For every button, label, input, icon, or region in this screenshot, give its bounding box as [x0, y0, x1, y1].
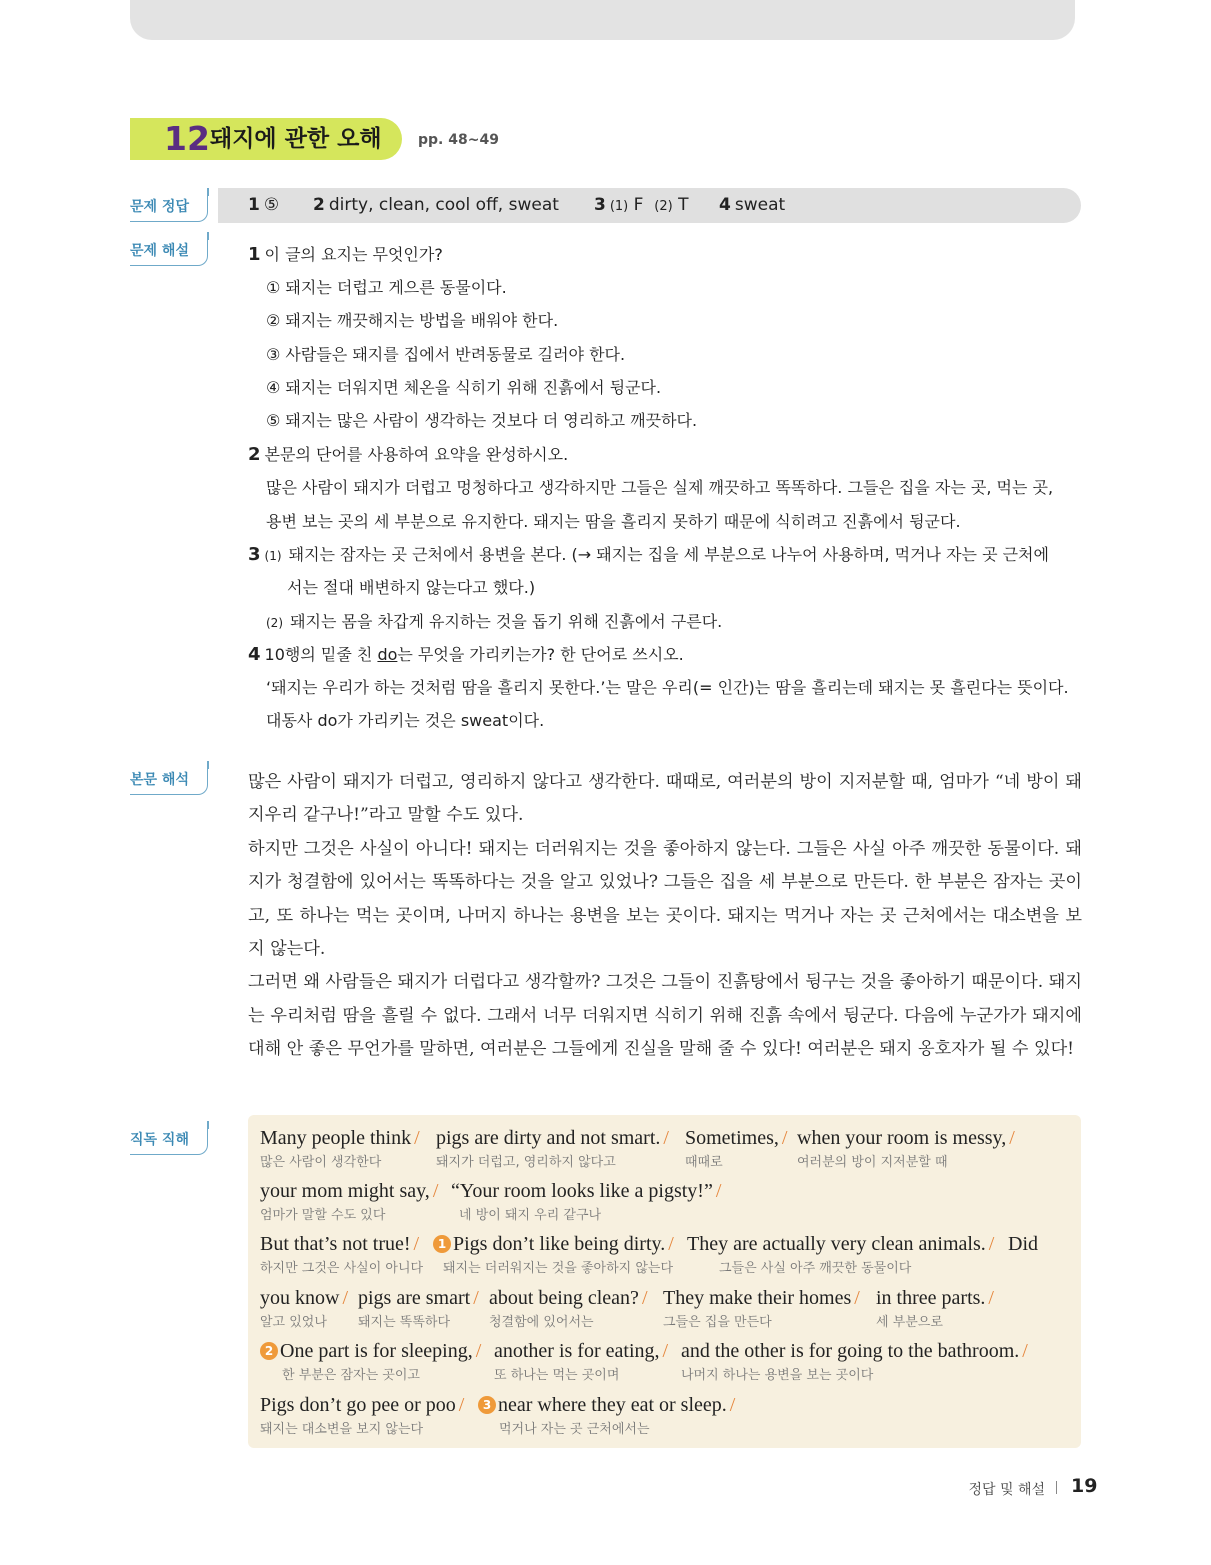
sentence-marker-2: 2 — [260, 1342, 278, 1360]
reading-gloss: 한 부분은 잠자는 곳이고 — [282, 1368, 420, 1383]
reading-phrase: Pigs don’t like being dirty. — [453, 1233, 666, 1255]
q1-option: ④ 돼지는 더워지면 체온을 식히기 위해 진흙에서 뒹군다. — [266, 378, 662, 397]
reading-gloss: 때때로 — [685, 1155, 723, 1170]
reading-gloss: 돼지가 더럽고, 영리하지 않다고 — [436, 1155, 616, 1170]
reading-gloss: 청결함에 있어서는 — [489, 1315, 594, 1330]
reading-gloss: 알고 있었나 — [260, 1315, 327, 1330]
q2-summary-line: 많은 사람이 돼지가 더럽고 멍청하다고 생각하지만 그들은 실제 깨끗하고 똑똑하다. 그들은 집을 자는 곳, 먹는 곳, — [266, 478, 1054, 497]
reading-phrase: “Your room looks like a pigsty!” — [451, 1180, 713, 1202]
answer-4: 4 sweat — [719, 195, 786, 215]
sentence-marker-1: 1 — [433, 1235, 451, 1253]
q1-question: 1 이 글의 요지는 무엇인가? — [248, 244, 443, 265]
q4-answer-line: 대동사 do가 가리키는 것은 sweat이다. — [266, 711, 545, 730]
sentence-marker-3: 3 — [478, 1396, 496, 1414]
answers-label: 문제 정답 — [130, 188, 208, 222]
reading-gloss: 돼지는 똑똑하다 — [358, 1315, 451, 1330]
q1-option: ③ 사람들은 돼지를 집에서 반려동물로 길러야 한다. — [266, 345, 626, 364]
q2-question: 2 본문의 단어를 사용하여 요약을 완성하시오. — [248, 444, 569, 465]
reading-phrase: in three parts. — [876, 1287, 986, 1309]
page-number: 19 — [1071, 1475, 1098, 1497]
q3-line-1: 3 (1) 돼지는 잠자는 곳 근처에서 용변을 본다. (→ 돼지는 집을 세 부분으로 나누어 사용하며, 먹거나 자는 곳 근처에 — [248, 544, 1049, 565]
reading-gloss: 나머지 하나는 용변을 보는 곳이다 — [681, 1368, 874, 1383]
translation-paragraph: 많은 사람이 돼지가 더럽고, 영리하지 않다고 생각한다. 때때로, 여러분의 방이 지저분할 때, 엄마가 “네 방이 돼지우리 같구나!”라고 말할 수도 있다. — [248, 772, 1082, 826]
reading-phrase: pigs are dirty and not smart. — [436, 1127, 661, 1149]
reading-gloss: 여러분의 방이 지저분할 때 — [797, 1155, 948, 1170]
reading-gloss: 하지만 그것은 사실이 아니다 — [260, 1261, 424, 1276]
reading-gloss: 그들은 집을 만든다 — [663, 1315, 772, 1330]
reading-phrase: But that’s not true! — [260, 1233, 411, 1255]
reading-phrase: your mom might say, — [260, 1180, 430, 1202]
reading-gloss: 엄마가 말할 수도 있다 — [260, 1208, 386, 1223]
q4-answer-line: ‘돼지는 우리가 하는 것처럼 땀을 흘리지 못한다.’는 말은 우리(= 인간)는 땀을 흘리는데 돼지는 못 흘린다는 뜻이다. — [266, 678, 1069, 697]
explanation-label: 문제 해설 — [130, 232, 208, 266]
reading-phrase: another is for eating, — [494, 1340, 660, 1362]
reading-phrase: and the other is for going to the bathroom. — [681, 1340, 1020, 1362]
q1-option: ② 돼지는 깨끗해지는 방법을 배워야 한다. — [266, 311, 559, 330]
answer-1: 1 ⑤ — [248, 195, 280, 215]
reading-phrase: pigs are smart — [358, 1287, 471, 1309]
reading-phrase: you know — [260, 1287, 340, 1309]
q1-option: ① 돼지는 더럽고 게으른 동물이다. — [266, 278, 507, 297]
reading-phrase: They are actually very clean animals. — [687, 1233, 986, 1255]
footer-divider — [1056, 1481, 1057, 1494]
reading-phrase: Many people think — [260, 1127, 412, 1149]
reading-gloss: 먹거나 자는 곳 근처에서는 — [499, 1422, 650, 1437]
page-reference: pp. 48~49 — [418, 132, 499, 148]
reading-phrase: about being clean? — [489, 1287, 639, 1309]
reading-phrase: when your room is messy, — [797, 1127, 1007, 1149]
reading-gloss: 많은 사람이 생각한다 — [260, 1155, 382, 1170]
translation-body — [248, 766, 1082, 1067]
answer-3: 3 (1) F (2) T — [594, 195, 689, 215]
q1-option: ⑤ 돼지는 많은 사람이 생각하는 것보다 더 영리하고 깨끗하다. — [266, 411, 698, 430]
reading-phrase: One part is for sleeping, — [280, 1340, 473, 1362]
q4-question: 4 10행의 밑줄 친 do는 무엇을 가리키는가? 한 단어로 쓰시오. — [248, 644, 684, 665]
section-number: 12 — [164, 119, 210, 158]
reading-gloss: 네 방이 돼지 우리 같구나 — [459, 1208, 602, 1223]
reading-gloss: 또 하나는 먹는 곳이며 — [494, 1368, 620, 1383]
reading-gloss: 그들은 사실 아주 깨끗한 동물이다 — [719, 1261, 912, 1276]
reading-phrase: near where they eat or sleep. — [498, 1394, 727, 1416]
q3-line-1b: 서는 절대 배변하지 않는다고 했다.) — [287, 578, 536, 597]
section-title: 돼지에 관한 오해 — [210, 126, 382, 152]
footer-section-label: 정답 및 해설 — [968, 1482, 1045, 1498]
reading-phrase: They make their homes — [663, 1287, 852, 1309]
reading-phrase: Did — [1008, 1233, 1038, 1255]
reading-gloss: 돼지는 대소변을 보지 않는다 — [260, 1422, 424, 1437]
translation-label: 본문 해석 — [130, 761, 208, 795]
reading-label: 직독 직해 — [130, 1121, 208, 1155]
top-decorative-bar — [130, 0, 1075, 40]
translation-paragraph: 그러면 왜 사람들은 돼지가 더럽다고 생각할까? 그것은 그들이 진흙탕에서 뒹구는 것을 좋아하기 때문이다. 돼지는 우리처럼 땀을 흘릴 수 없다. 그래서 너무 더워지면 식히기 위해 진흙 속에서 뒹군다. 다음에 누군가가 돼지에 대해 안 좋은 무언가를 말하면, 여러분은 그들에게 진실을 말해 줄 수 있다! 여러분은 돼지 옹호자가 될 수 있다! — [248, 972, 1082, 1060]
reading-phrase: Pigs don’t go pee or poo — [260, 1394, 456, 1416]
reading-gloss: 세 부분으로 — [876, 1315, 943, 1330]
reading-gloss: 돼지는 더러워지는 것을 좋아하지 않는다 — [443, 1261, 674, 1276]
q2-summary-line: 용변 보는 곳의 세 부분으로 유지한다. 돼지는 땀을 흘리지 못하기 때문에 식히려고 진흙에서 뒹군다. — [266, 512, 961, 531]
answer-2: 2 dirty, clean, cool off, sweat — [313, 195, 559, 215]
reading-phrase: Sometimes, — [685, 1127, 779, 1149]
q3-line-2: (2) 돼지는 몸을 차갑게 유지하는 것을 돕기 위해 진흙에서 구른다. — [266, 612, 723, 631]
reading-box: Many people think / 많은 사람이 생각한다 pigs are dirty and not smart. / 돼지가 더럽고, 영리하지 않다고 Sometimes, / 때때로 when your room is messy, / 여러분의 방이 지저분할 때 your mom might say, / 엄마가 말할 수도 있다 “Your room looks like a pigsty!” / 네 방이 돼지 우리 같구나 But that’s not true! / 하지만 그것은 사실이 아니다 1 Pigs don’t like being dirty. / 돼지는 더러워지는 것을 좋아하지 않는다 They are actually very clean animals. / 그들은 사실 아주 깨끗한 동물이다 Did you know / 알고 있었나 pigs are smart / 돼지는 똑똑하다 about being clean? / 청결함에 있어서는 They make their homes / 그들은 집을 만든다 in three parts. / 세 부분으로 2 One part is for sleeping, / 한 부분은 잠자는 곳이고 another is for eating, / 또 하나는 먹는 곳이며 and the other is for going to the bathroom. / 나머지 하나는 용변을 보는 곳이다 Pigs don’t go pee or poo / 돼지는 대소변을 보지 않는다 3 near where they eat or sleep. / 먹거나 자는 곳 근처에서는 — [248, 1115, 1081, 1448]
translation-paragraph: 하지만 그것은 사실이 아니다! 돼지는 더러워지는 것을 좋아하지 않는다. 그들은 사실 아주 깨끗한 동물이다. 돼지가 청결함에 있어서는 똑똑하다는 것을 알고 있었나? 그들은 집을 세 부분으로 만든다. 한 부분은 잠자는 곳이고, 또 하나는 먹는 곳이며, 나머지 하나는 용변을 보는 곳이다. 돼지는 먹거나 자는 곳 근처에서는 대소변을 보지 않는다. — [248, 838, 1082, 960]
